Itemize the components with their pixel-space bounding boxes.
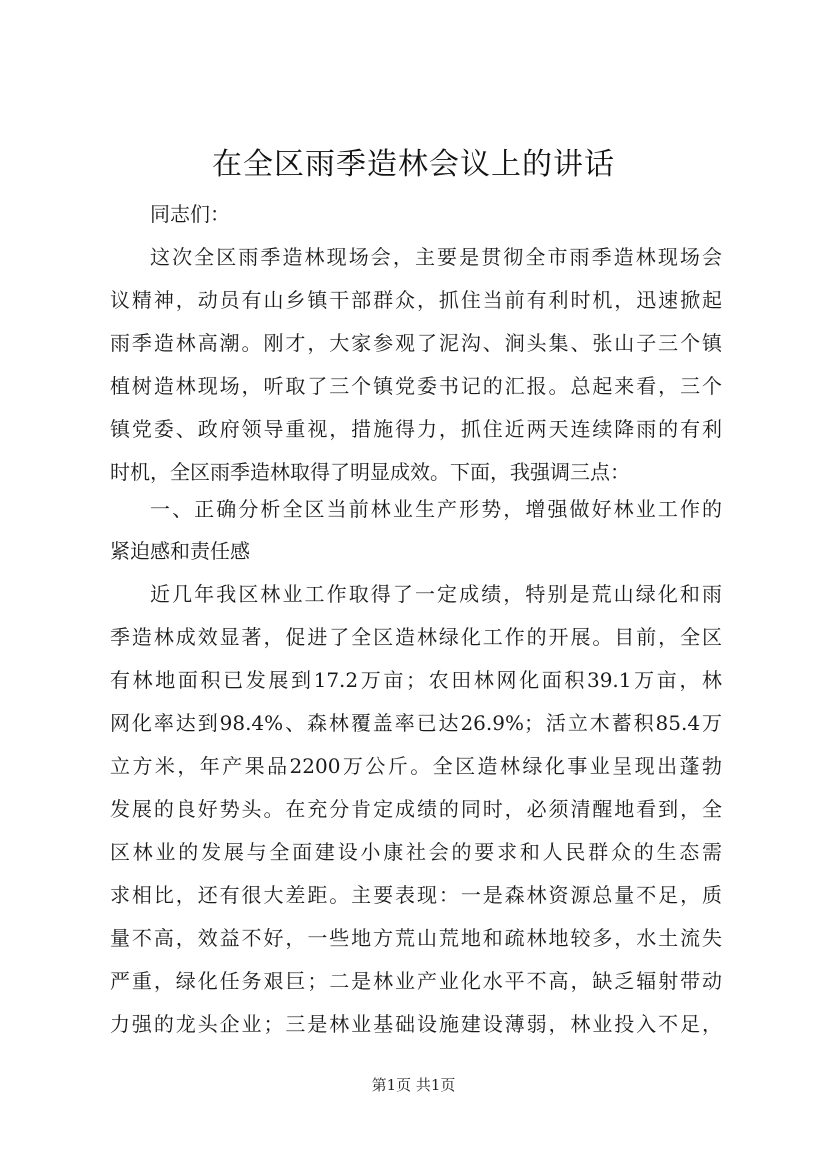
body-line: 严重，绿化任务艰巨；二是林业产业化水平不高，缺乏辐射带动 xyxy=(110,969,722,993)
salutation-line: 同志们： xyxy=(150,202,230,226)
body-line: 这次全区雨季造林现场会，主要是贯彻全市雨季造林现场会 xyxy=(150,245,722,269)
body-line: 植树造林现场，听取了三个镇党委书记的汇报。总起来看，三个 xyxy=(110,374,722,398)
body-line: 季造林成效显著，促进了全区造林绿化工作的开展。目前，全区 xyxy=(110,625,722,649)
document-title: 在全区雨季造林会议上的讲话 xyxy=(212,147,615,182)
body-line: 有林地面积已发展到17.2万亩；农田林网化面积39.1万亩，林 xyxy=(110,668,722,692)
body-line: 区林业的发展与全面建设小康社会的要求和人民群众的生态需 xyxy=(110,840,722,864)
body-line: 求相比，还有很大差距。主要表现：一是森林资源总量不足，质 xyxy=(110,883,722,907)
body-line: 时机，全区雨季造林取得了明显成效。下面，我强调三点： xyxy=(110,460,630,484)
page-number-footer: 第1页 共1页 xyxy=(371,1076,456,1094)
body-line: 近几年我区林业工作取得了一定成绩，特别是荒山绿化和雨 xyxy=(150,582,722,606)
body-line: 发展的良好势头。在充分肯定成绩的同时，必须清醒地看到，全 xyxy=(110,797,722,821)
body-line: 立方米，年产果品2200万公斤。全区造林绿化事业呈现出蓬勃 xyxy=(110,754,722,778)
section-heading-line: 一、正确分析全区当前林业生产形势，增强做好林业工作的 xyxy=(150,497,722,521)
body-line: 网化率达到98.4%、森林覆盖率已达26.9%；活立木蓄积85.4万 xyxy=(110,711,722,735)
section-heading-line: 紧迫感和责任感 xyxy=(110,539,250,563)
body-line: 量不高，效益不好，一些地方荒山荒地和疏林地较多，水土流失 xyxy=(110,926,722,950)
body-line: 议精神，动员有山乡镇干部群众，抓住当前有利时机，迅速掀起 xyxy=(110,288,722,312)
body-line: 力强的龙头企业；三是林业基础设施建设薄弱，林业投入不足， xyxy=(110,1012,722,1036)
body-line: 雨季造林高潮。刚才，大家参观了泥沟、涧头集、张山子三个镇 xyxy=(110,331,722,355)
body-line: 镇党委、政府领导重视，措施得力，抓住近两天连续降雨的有利 xyxy=(110,417,722,441)
